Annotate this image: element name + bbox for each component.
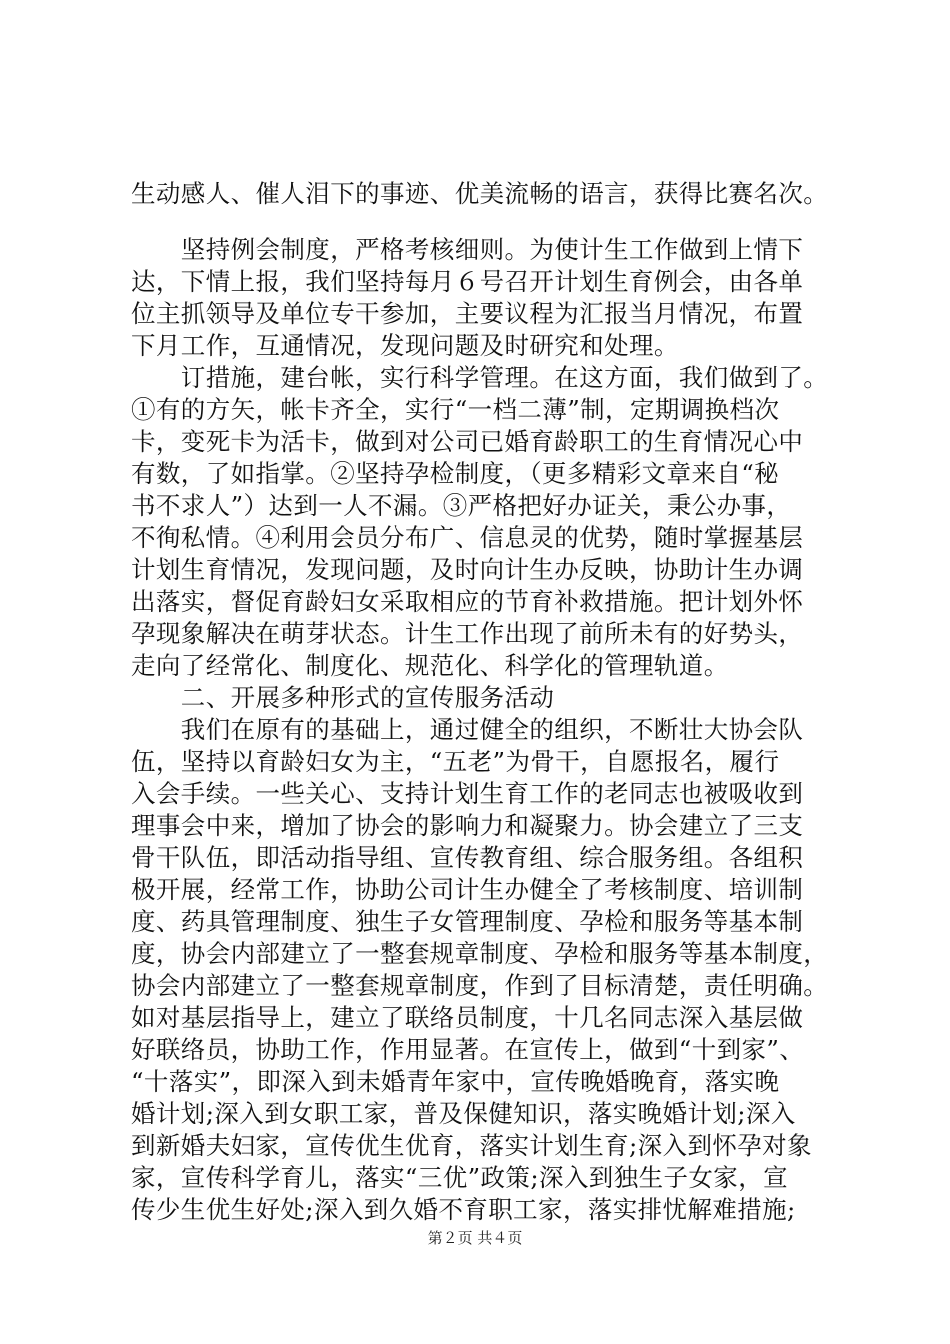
text-line: 达，下情上报，我们坚持每月６号召开计划生育例会，由各单: [131, 267, 804, 296]
text-line: 不徇私情。④利用会员分布广、信息灵的优势，随时掌握基层: [131, 523, 804, 552]
text-line: 家，宣传科学育儿，落实“三优”政策;深入到独生子女家，宣: [131, 1163, 789, 1192]
text-line: 伍，坚持以育龄妇女为主，“五老”为骨干，自愿报名，履行: [131, 747, 780, 776]
text-line: 度、药具管理制度、独生子女管理制度、孕检和服务等基本制: [131, 907, 804, 936]
text-line: 传少生优生好处;深入到久婚不育职工家，落实排忧解难措施;: [131, 1195, 796, 1224]
text-line: 极开展，经常工作，协助公司计生办健全了考核制度、培训制: [131, 875, 804, 904]
text-line: 我们在原有的基础上，通过健全的组织，不断壮大协会队: [131, 715, 804, 744]
text-line: 到新婚夫妇家，宣传优生优育，落实计划生育;深入到怀孕对象: [131, 1131, 812, 1160]
text-line: 骨干队伍，即活动指导组、宣传教育组、综合服务组。各组积: [131, 843, 804, 872]
text-line: 书不求人”）达到一人不漏。③严格把好办证关，秉公办事，: [131, 491, 792, 520]
text-line: 有数，了如指掌。②坚持孕检制度，（更多精彩文章来自“秘: [131, 459, 780, 488]
text-line: 度，协会内部建立了一整套规章制度、孕检和服务等基本制度，: [131, 939, 829, 968]
text-line: 卡，变死卡为活卡，做到对公司已婚育龄职工的生育情况心中: [131, 427, 804, 456]
text-line: 生动感人、催人泪下的事迹、优美流畅的语言，获得比赛名次。: [131, 179, 829, 208]
section-heading: 二、开展多种形式的宣传服务活动: [131, 683, 555, 712]
text-line: 如对基层指导上，建立了联络员制度，十几名同志深入基层做: [131, 1003, 804, 1032]
text-line: “十落实”，即深入到未婚青年家中，宣传晚婚晚育，落实晚: [131, 1067, 780, 1096]
text-line: 坚持例会制度，严格考核细则。为使计生工作做到上情下: [131, 235, 804, 264]
text-line: 走向了经常化、制度化、规范化、科学化的管理轨道。: [131, 651, 729, 680]
text-line: ①有的方矢，帐卡齐全，实行“一档二薄”制，定期调换档次: [131, 395, 780, 424]
text-line: 理事会中来，增加了协会的影响力和凝聚力。协会建立了三支: [131, 811, 804, 840]
text-line: 婚计划;深入到女职工家，普及保健知识，落实晚婚计划;深入: [131, 1099, 796, 1128]
text-line: 孕现象解决在萌芽状态。计生工作出现了前所未有的好势头，: [131, 619, 804, 648]
text-line: 下月工作，互通情况，发现问题及时研究和处理。: [131, 331, 679, 360]
text-line: 位主抓领导及单位专干参加，主要议程为汇报当月情况，布置: [131, 299, 804, 328]
text-line: 订措施，建台帐，实行科学管理。在这方面，我们做到了。: [131, 363, 829, 392]
text-line: 协会内部建立了一整套规章制度，作到了目标清楚，责任明确。: [131, 971, 829, 1000]
text-line: 好联络员，协助工作，作用显著。在宣传上，做到“十到家”、: [131, 1035, 805, 1064]
text-line: 计划生育情况，发现问题，及时向计生办反映，协助计生办调: [131, 555, 804, 584]
text-line: 出落实，督促育龄妇女采取相应的节育补救措施。把计划外怀: [131, 587, 804, 616]
text-line: 入会手续。一些关心、支持计划生育工作的老同志也被吸收到: [131, 779, 804, 808]
page-footer: 第２页 共４页: [427, 1229, 523, 1247]
